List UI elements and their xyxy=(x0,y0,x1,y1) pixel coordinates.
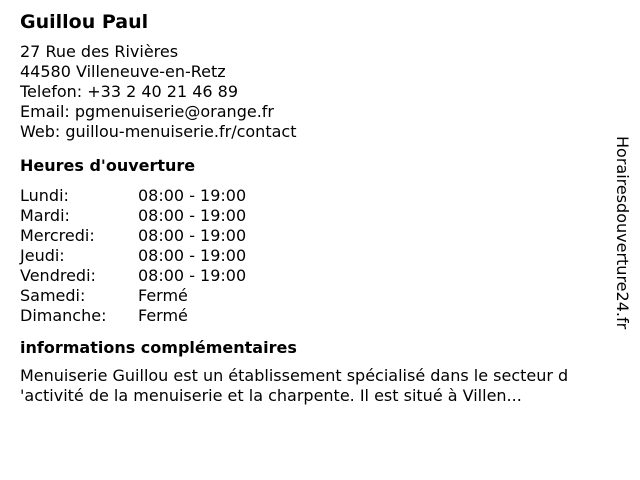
day-hours: 08:00 - 19:00 xyxy=(138,266,247,285)
day-hours: Fermé xyxy=(138,286,188,305)
phone-number: Telefon: +33 2 40 21 46 89 xyxy=(20,82,239,101)
day-hours: 08:00 - 19:00 xyxy=(138,186,247,205)
day-label: Mercredi: xyxy=(20,226,95,245)
address-city: 44580 Villeneuve-en-Retz xyxy=(20,62,226,81)
hours-row-monday xyxy=(20,186,610,206)
address-street: 27 Rue des Rivières xyxy=(20,42,179,61)
day-hours: 08:00 - 19:00 xyxy=(138,226,247,245)
hours-row-tuesday xyxy=(20,206,610,226)
hours-row-thursday xyxy=(20,246,610,266)
hours-row-sunday xyxy=(20,306,610,326)
business-name: Guillou Paul xyxy=(20,11,149,33)
day-label: Samedi: xyxy=(20,286,86,305)
site-watermark: Horairesdouverture24.fr xyxy=(613,136,632,330)
opening-hours-list xyxy=(20,186,610,326)
hours-row-wednesday xyxy=(20,226,610,246)
email-address: Email: pgmenuiserie@orange.fr xyxy=(20,102,274,121)
additional-info-text xyxy=(20,366,620,406)
opening-hours-heading: Heures d'ouverture xyxy=(20,156,196,175)
day-label: Lundi: xyxy=(20,186,69,205)
business-card xyxy=(20,10,610,406)
hours-row-friday xyxy=(20,266,610,286)
day-label: Mardi: xyxy=(20,206,70,225)
info-text-line-1: Menuiserie Guillou est un établissement spécialisé dans le secteur d xyxy=(20,366,569,385)
additional-info-heading: informations complémentaires xyxy=(20,338,297,357)
day-label: Dimanche: xyxy=(20,306,107,325)
day-label: Vendredi: xyxy=(20,266,96,285)
day-hours: 08:00 - 19:00 xyxy=(138,206,247,225)
day-label: Jeudi: xyxy=(20,246,65,265)
day-hours: Fermé xyxy=(138,306,188,325)
hours-row-saturday xyxy=(20,286,610,306)
info-text-line-2: 'activité de la menuiserie et la charpente. Il est situé à Villen... xyxy=(20,386,522,405)
day-hours: 08:00 - 19:00 xyxy=(138,246,247,265)
website-url: Web: guillou-menuiserie.fr/contact xyxy=(20,122,297,141)
